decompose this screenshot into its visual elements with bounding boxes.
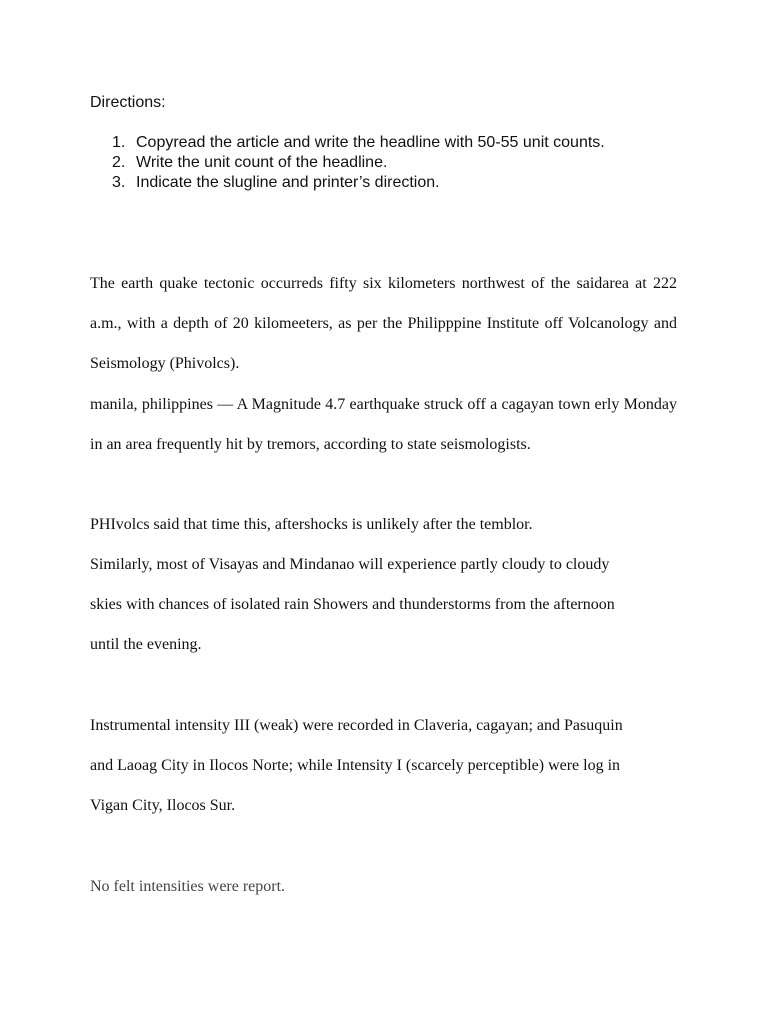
directions-item-number: 2. — [112, 154, 126, 171]
article-paragraph-1: The earth quake tectonic occurreds fifty six kilometers northwest of the saidarea at 222 a.m., with a depth of 20 kilomeeters, as per the Philipppine Institute off Volcanology and Seismology (Phivolcs). — [90, 275, 677, 373]
article-paragraph-5-line: Instrumental intensity III (weak) were recorded in Claveria, cagayan; and Pasuquin — [90, 717, 623, 734]
article-paragraph-5-line: Vigan City, Ilocos Sur. — [90, 797, 236, 815]
article-paragraph-4-line: until the evening. — [90, 636, 202, 654]
article-paragraph-5-line: and Laoag City in Ilocos Norte; while Intensity I (scarcely perceptible) were log in — [90, 757, 621, 775]
directions-item-text: Write the unit count of the headline. — [136, 154, 388, 171]
directions-list — [90, 133, 605, 193]
article-paragraph-2: manila, philippines — A Magnitude 4.7 earthquake struck off a cagayan town erly Monday in an area frequently hit by tremors, according to state seismologists. — [90, 396, 677, 454]
article-paragraph-4-line: Similarly, most of Visayas and Mindanao will experience partly cloudy to cloudy — [90, 556, 610, 573]
directions-item-text: Indicate the slugline and printer’s direction. — [136, 174, 440, 191]
directions-item — [90, 133, 605, 153]
directions-item — [90, 173, 605, 193]
directions-item-number: 1. — [112, 134, 126, 151]
article-paragraph-5 — [90, 706, 677, 827]
directions-item — [90, 153, 605, 173]
article-paragraph-4-line: skies with chances of isolated rain Showers and thunderstorms from the afternoon — [90, 596, 615, 614]
article-paragraph-3: PHIvolcs said that time this, aftershocks is unlikely after the temblor. — [90, 516, 533, 533]
article-paragraph-6: No felt intensities were report. — [90, 878, 286, 895]
directions-title: Directions: — [90, 94, 166, 111]
article-paragraph-4 — [90, 545, 677, 666]
directions-item-number: 3. — [112, 174, 126, 191]
directions-item-text: Copyread the article and write the headline with 50-55 unit counts. — [136, 134, 605, 151]
